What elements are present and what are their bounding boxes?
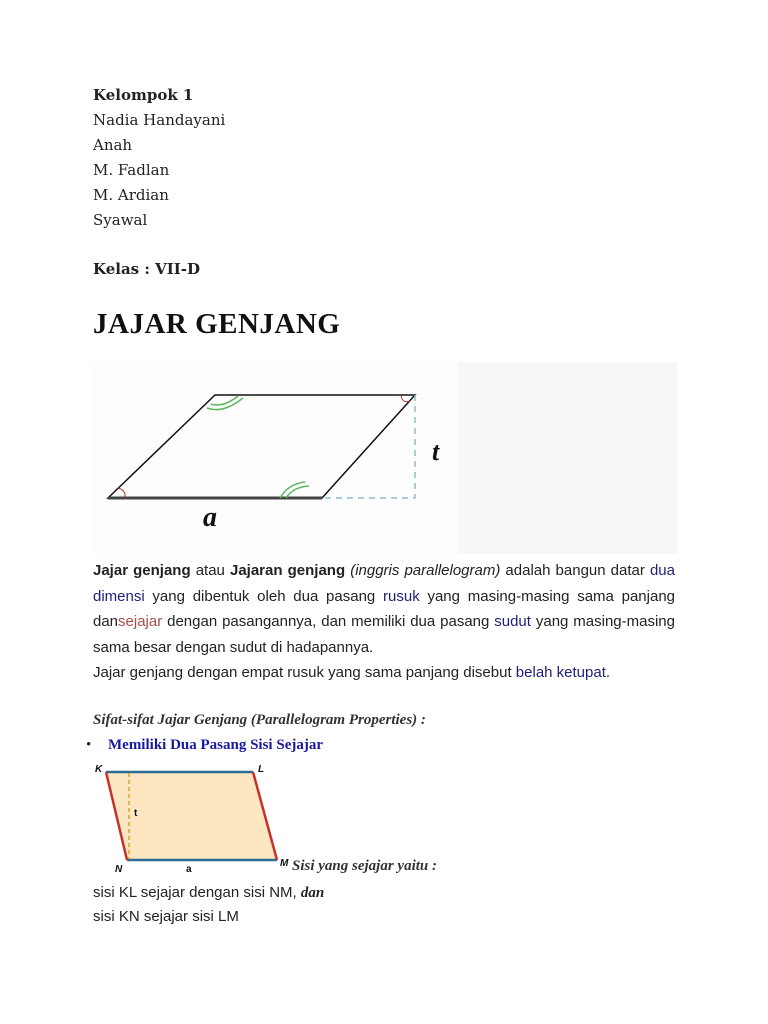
link-rusuk[interactable]: rusuk bbox=[383, 587, 420, 605]
member-name: Nadia Handayani bbox=[93, 111, 226, 129]
bullet-icon: • bbox=[86, 737, 92, 753]
text: adalah bangun datar bbox=[500, 562, 650, 579]
page-title: JAJAR GENJANG bbox=[93, 308, 341, 340]
base-label: a bbox=[186, 864, 192, 875]
parallelogram-fill bbox=[106, 772, 277, 860]
height-label: t bbox=[134, 808, 138, 819]
text: yang masing-masing sama besar dengan sudut di hadapannya. bbox=[93, 613, 675, 656]
klmn-parallelogram-figure bbox=[90, 758, 290, 878]
english-term: (inggris parallelogram) bbox=[350, 562, 501, 579]
member-name: Syawal bbox=[93, 211, 148, 229]
conjunction: dan bbox=[300, 885, 325, 901]
link-dua-dimensi[interactable]: dua dimensi bbox=[93, 562, 675, 605]
parallelogram-figure bbox=[93, 362, 677, 554]
text: sisi KL sejajar dengan sisi NM, bbox=[93, 884, 301, 901]
parallel-sides-label: Sisi yang sejajar yaitu : bbox=[292, 858, 438, 874]
text: yang dibentuk oleh dua pasang bbox=[144, 587, 384, 605]
text: Jajar genjang dengan empat rusuk yang sama panjang disebut bbox=[93, 664, 516, 681]
parallel-line-1 bbox=[93, 884, 324, 902]
group-label: Kelompok 1 bbox=[93, 86, 194, 104]
bullet-item bbox=[86, 737, 323, 754]
base-label: a bbox=[203, 502, 217, 533]
member-name: Anah bbox=[93, 136, 133, 154]
member-name: M. Fadlan bbox=[93, 161, 170, 179]
properties-heading: Sifat-sifat Jajar Genjang (Parallelogram Properties) : bbox=[93, 712, 426, 728]
vertex-l-label: L bbox=[258, 764, 265, 775]
vertex-k-label: K bbox=[95, 764, 103, 775]
text: dengan pasangannya, dan memiliki dua pasang bbox=[162, 613, 495, 630]
link-belah-ketupat[interactable]: belah ketupat bbox=[515, 664, 606, 681]
text: . bbox=[605, 664, 611, 681]
term: Jajaran genjang bbox=[229, 562, 346, 579]
height-label: t bbox=[432, 437, 440, 466]
link-sejajar[interactable]: sejajar bbox=[118, 613, 163, 630]
text: yang masing-masing sama panjang dan bbox=[93, 587, 676, 630]
image-placeholder bbox=[458, 362, 677, 554]
definition-paragraph bbox=[93, 558, 675, 686]
text: atau bbox=[190, 562, 230, 579]
vertex-m-label: M bbox=[280, 858, 289, 869]
link-sudut[interactable]: sudut bbox=[494, 613, 531, 630]
vertex-n-label: N bbox=[115, 864, 123, 875]
member-name: M. Ardian bbox=[93, 186, 169, 204]
bullet-text: Memiliki Dua Pasang Sisi Sejajar bbox=[108, 737, 324, 753]
parallel-line-2: sisi KN sejajar sisi LM bbox=[93, 908, 239, 925]
class-label: Kelas : VII-D bbox=[93, 260, 200, 278]
term: Jajar genjang bbox=[93, 562, 191, 579]
